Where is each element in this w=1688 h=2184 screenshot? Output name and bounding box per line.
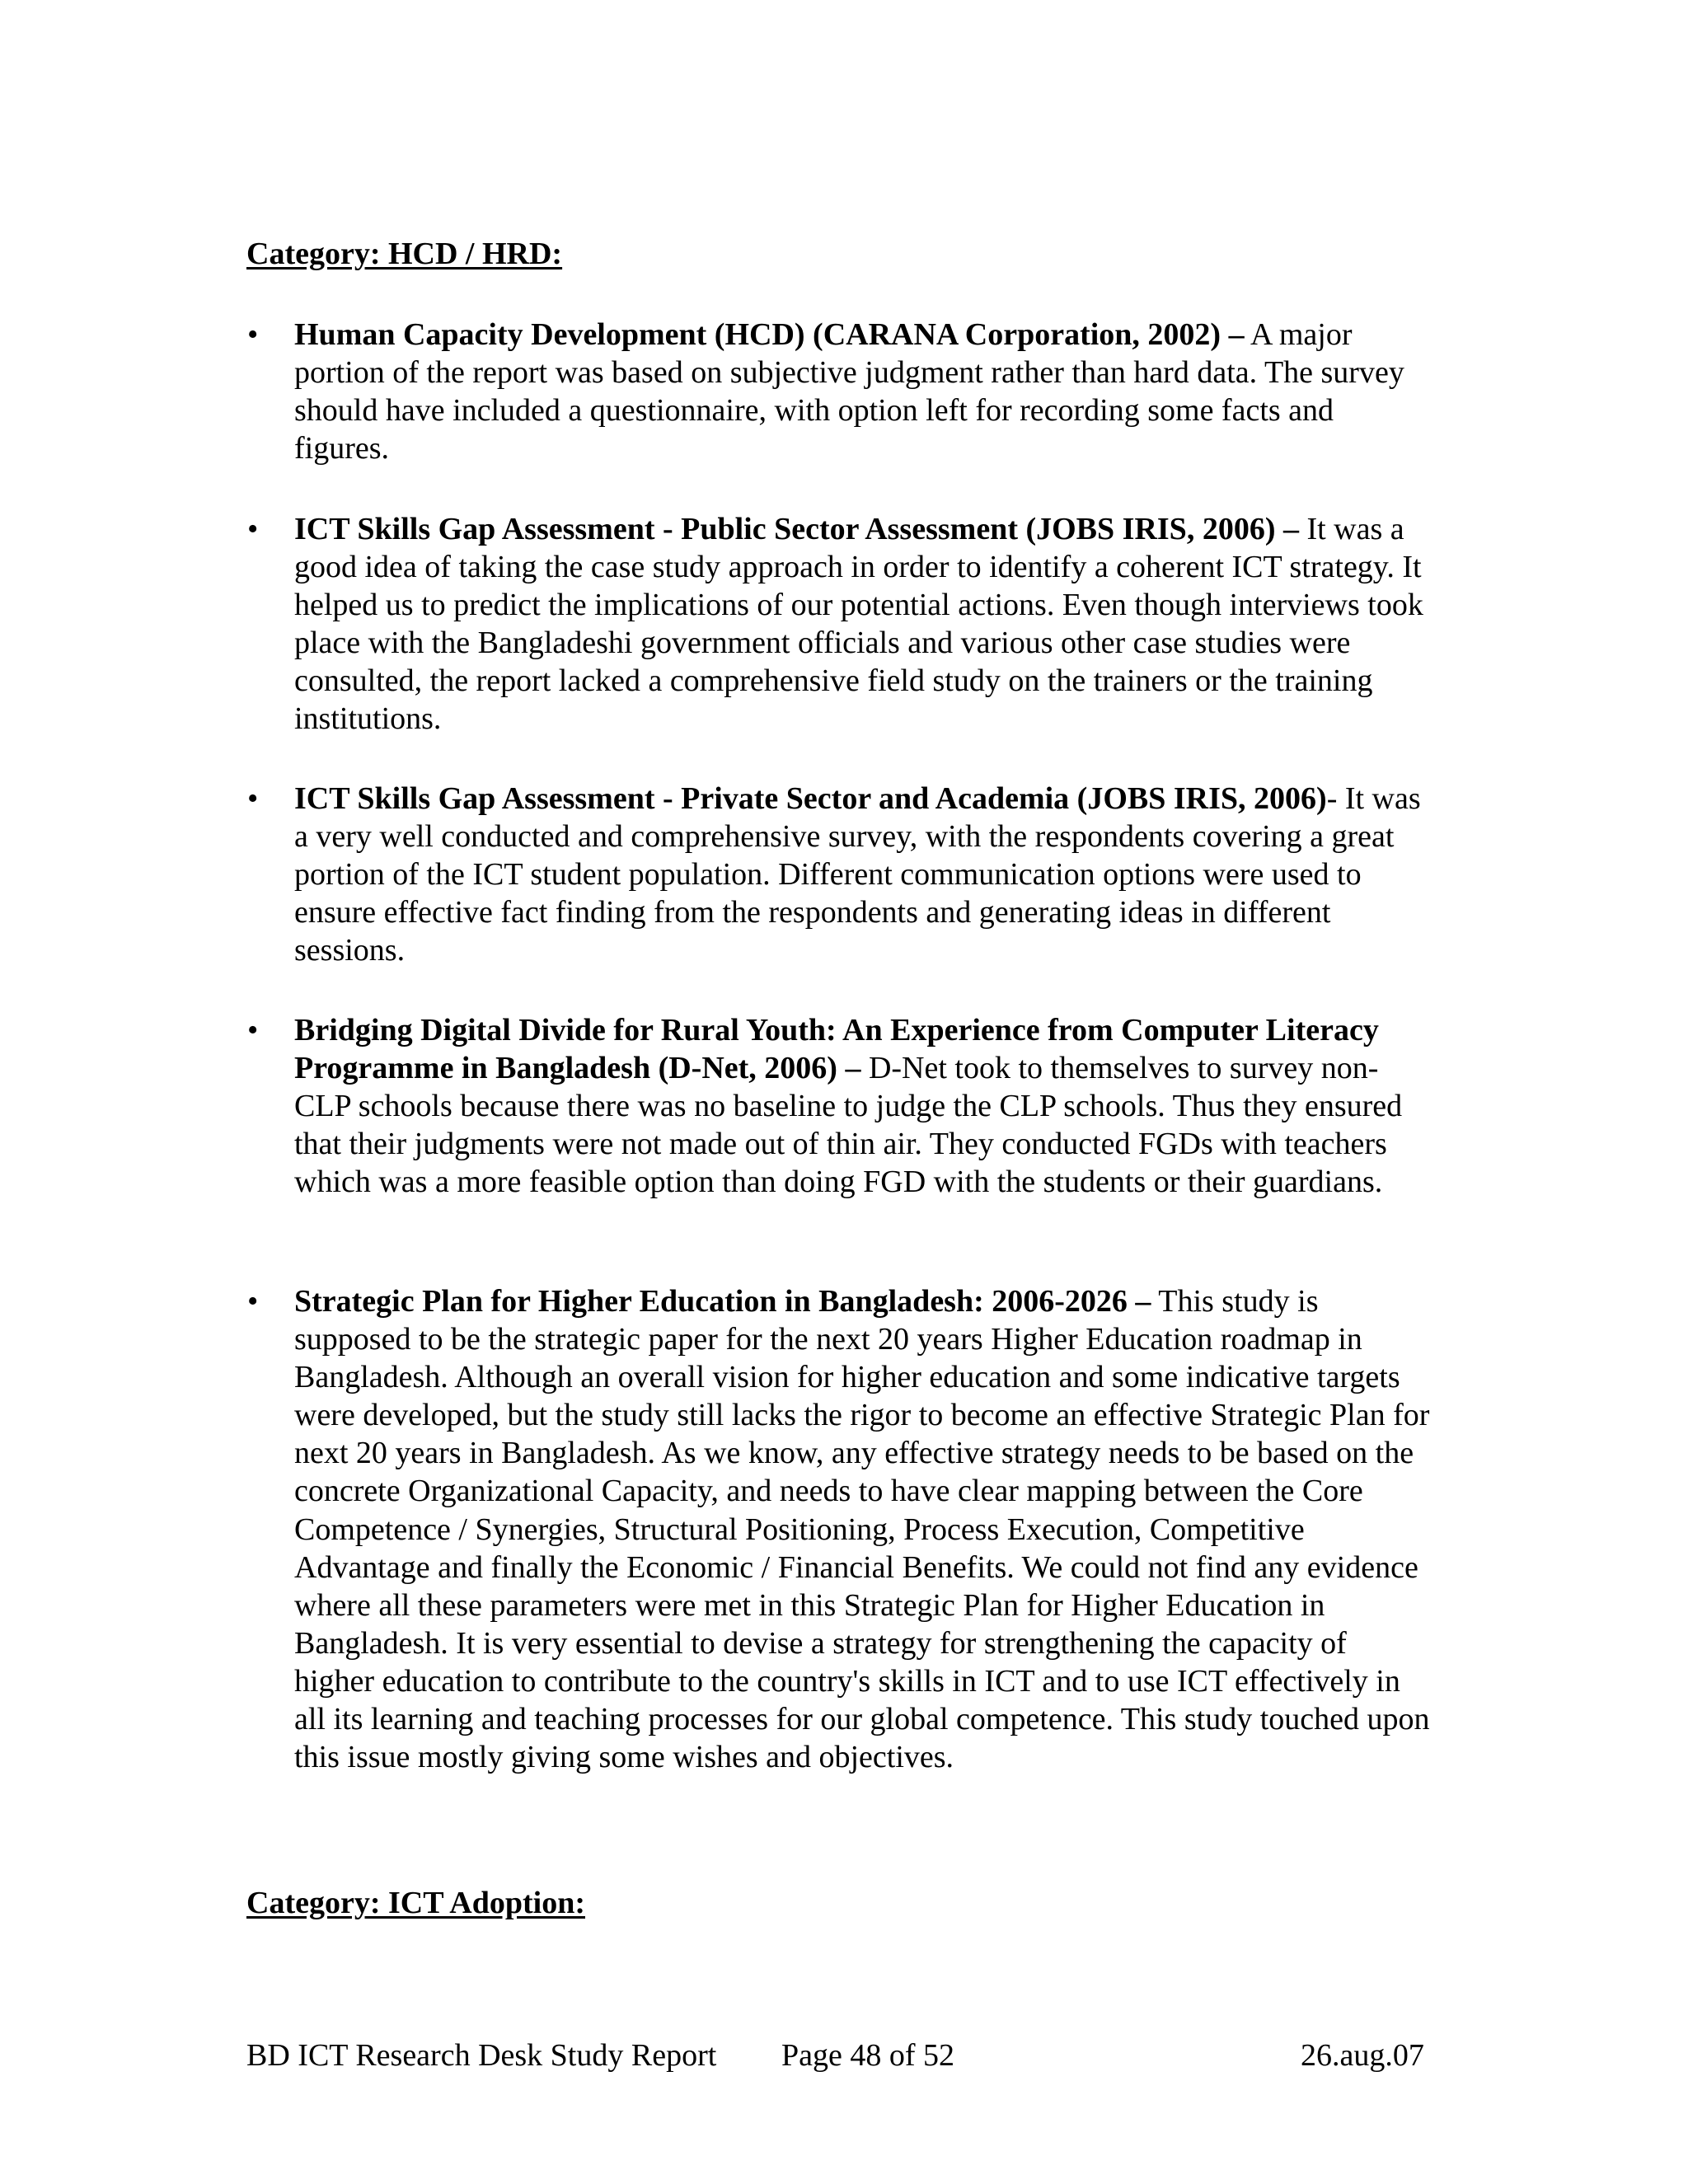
- study-evaluation: A major portion of the report was based on subjective judgment rather than hard data. The survey should have included a questionnaire, with option left for recording some facts and figures.: [294, 317, 1404, 466]
- list-item: [247, 780, 1432, 969]
- footer-page-number: Page 48 of 52: [781, 2038, 955, 2073]
- list-item: [247, 510, 1432, 738]
- study-title: ICT Skills Gap Assessment - Private Sector and Academia (JOBS IRIS, 2006): [294, 781, 1327, 816]
- study-evaluation: It was a good idea of taking the case study approach in order to identify a coherent ICT strategy. It helped us to predict the implications of our potential actions. Even though interviews took place with the Bangladeshi government officials and various other case studies were consulted, the report lacked a comprehensive field study on the trainers or the training institutions.: [294, 512, 1423, 737]
- study-evaluation: D-Net took to themselves to survey non-CLP schools because there was no baseline to judge the CLP schools. Thus they ensured that their judgments were not made out of thin air. They conducted FGDs with teachers which was a more feasible option than doing FGD with the students or their guardians.: [294, 1051, 1403, 1200]
- study-evaluation: - It was a very well conducted and comprehensive survey, with the respondents covering a great portion of the ICT student population. Different communication options were used to ensure effective fact finding from the respondents and generating ideas in different sessions.: [294, 781, 1421, 968]
- list-item: [247, 1011, 1432, 1201]
- bullet-icon: •: [247, 512, 259, 546]
- study-title: ICT Skills Gap Assessment - Public Sector Assessment (JOBS IRIS, 2006) –: [294, 512, 1299, 546]
- bullet-icon: •: [247, 1013, 259, 1047]
- footer-date: 26.aug.07: [1301, 2038, 1424, 2073]
- footer-report-title: BD ICT Research Desk Study Report: [246, 2038, 717, 2073]
- bullet-icon: •: [247, 1284, 259, 1319]
- bullet-icon: •: [247, 317, 259, 352]
- study-title: Human Capacity Development (HCD) (CARANA Corporation, 2002) –: [294, 317, 1245, 352]
- bullet-icon: •: [247, 781, 259, 816]
- list-item: [247, 316, 1432, 467]
- category-heading-hcd-hrd: Category: HCD / HRD:: [246, 237, 563, 271]
- study-title: Bridging Digital Divide for Rural Youth: An Experience from Computer Literacy Programme in Bangladesh (D-Net, 2006) –: [294, 1013, 1379, 1086]
- list-item: [247, 1282, 1432, 1776]
- study-evaluation: This study is supposed to be the strategic paper for the next 20 years Higher Education roadmap in Bangladesh. Although an overall vision for higher education and some indicative targets were developed, but the study still lacks the rigor to become an effective Strategic Plan for next 20 years in Bangladesh. As we know, any effective strategy needs to be based on the concrete Organizational Capacity, and needs to have clear mapping between the Core Competence / Synergies, Structural Positioning, Process Execution, Competitive Advantage and finally the Economic / Financial Benefits. We could not find any evidence where all these parameters were met in this Strategic Plan for Higher Education in Bangladesh. It is very essential to devise a strategy for strengthening the capacity of higher education to contribute to the country's skills in ICT and to use ICT effectively in all its learning and teaching processes for our global competence. This study touched upon this issue mostly giving some wishes and objectives.: [294, 1284, 1430, 1775]
- category-heading-ict-adoption: Category: ICT Adoption:: [246, 1886, 585, 1920]
- study-title: Strategic Plan for Higher Education in Bangladesh: 2006-2026 –: [294, 1284, 1151, 1319]
